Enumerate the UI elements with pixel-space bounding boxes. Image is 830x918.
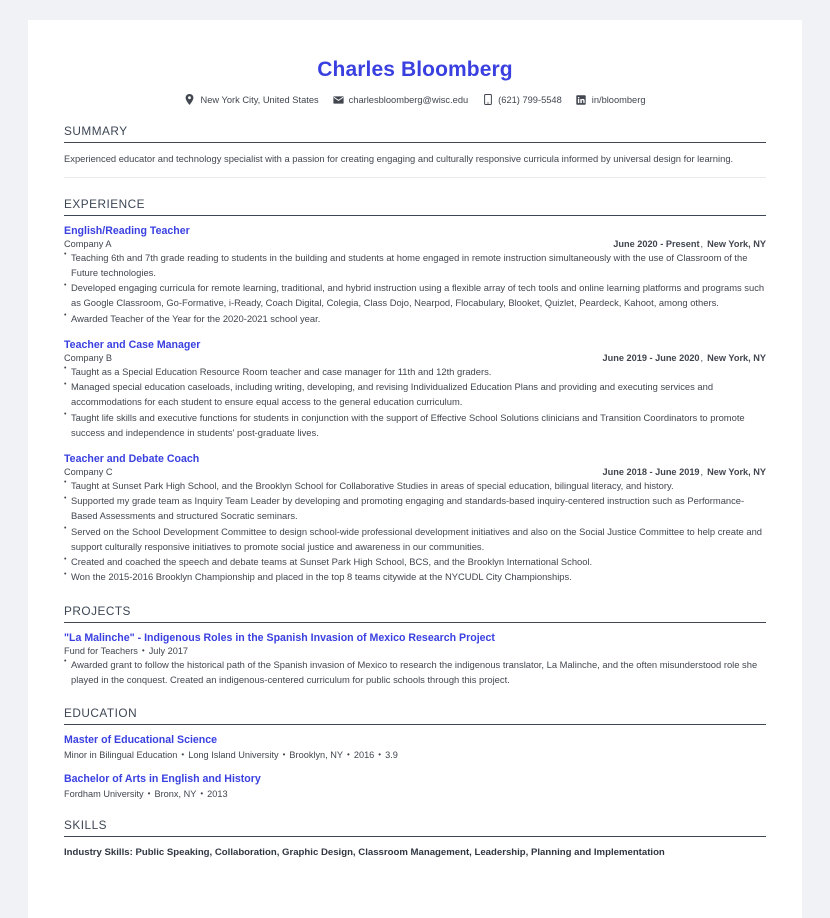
section-title-skills: SKILLS xyxy=(64,818,766,837)
resume-page xyxy=(28,20,802,918)
contact-phone xyxy=(482,94,562,105)
contact-linkedin-text: in/bloomberg xyxy=(591,94,646,105)
job-title: Teacher and Debate Coach xyxy=(64,452,200,465)
bullet-item: • Managed special education caseloads, including writing, developing, and revising Individualized Education Plans and providing and executing services and accommodations for each student to ensure equal access to the general education curriculum. xyxy=(64,379,766,409)
degree-detail-item: 3.9 xyxy=(385,750,398,761)
experience-entry xyxy=(64,453,766,585)
contact-phone-text: (621) 799-5548 xyxy=(498,94,562,105)
job-dates-location: June 2020 - Present, New York, NY xyxy=(613,238,766,249)
job-meta xyxy=(64,239,766,249)
job-location: New York, NY xyxy=(707,466,766,477)
job-bullets xyxy=(64,250,766,326)
section-title-projects: PROJECTS xyxy=(64,604,766,623)
bullet-item: • Created and coached the speech and debate teams at Sunset Park High School, BCS, and the Brooklyn International School. xyxy=(64,554,766,569)
degree-detail-item: 2016 xyxy=(353,750,375,761)
bullet-item: • Taught at Sunset Park High School, and the Brooklyn School for Collaborative Studies in areas of special education, bilingual literacy, and history. xyxy=(64,478,766,493)
bullet-item: • Served on the School Development Committee to design school-wide professional development initiatives and also on the Social Justice Committee to help create and support culturally responsive initiatives to promote social justice and awareness in our communities. xyxy=(64,524,766,554)
degree-detail-item: Long Island University xyxy=(188,750,279,761)
job-title: Teacher and Case Manager xyxy=(64,338,201,351)
job-bullets xyxy=(64,478,766,585)
degree-detail-item: Bronx, NY xyxy=(154,789,197,800)
education-entry xyxy=(64,773,766,799)
project-org: Fund for Teachers xyxy=(64,645,138,656)
degree-title: Bachelor of Arts in English and History xyxy=(64,773,261,786)
phone-icon xyxy=(482,94,493,105)
linkedin-icon xyxy=(576,94,587,105)
section-title-education: EDUCATION xyxy=(64,706,766,725)
job-meta xyxy=(64,467,766,477)
contact-location xyxy=(184,94,318,105)
summary-text: Experienced educator and technology specialist with a passion for creating engaging and culturally responsive curricula informed by universal design for learning. xyxy=(64,153,734,164)
degree-details: Fordham University • Bronx, NY • 2013 xyxy=(64,789,228,800)
contact-linkedin xyxy=(576,94,646,105)
bullet-item: • Teaching 6th and 7th grade reading to students in the building and students at home engaged in remote instruction simultaneously with the use of Classroom of the Future technologies. xyxy=(64,250,766,280)
contact-email xyxy=(333,94,469,105)
job-dates-location: June 2019 - June 2020, New York, NY xyxy=(602,352,766,363)
job-dates: June 2020 - Present xyxy=(613,238,700,249)
location-pin-icon xyxy=(184,94,195,105)
job-meta xyxy=(64,353,766,363)
job-dates-location: June 2018 - June 2019, New York, NY xyxy=(602,466,766,477)
contact-email-text: charlesbloomberg@wisc.edu xyxy=(348,94,469,105)
degree-detail-item: Fordham University xyxy=(64,789,144,800)
bullet-item: • Awarded grant to follow the historical path of the Spanish invasion of Mexico to research the indigenous translator, La Malinche, and the often misunderstood role she played in the conquest. Created an indigenous-centered curriculum for public schools through this project. xyxy=(64,657,766,687)
contact-row xyxy=(64,94,766,105)
bullet-item: • Taught life skills and executive functions for students in conjunction with the support of Effective School Solutions clinicians and Transition Coordinators to promote success and independence in students' post-graduate lives. xyxy=(64,410,766,440)
degree-detail-item: Brooklyn, NY xyxy=(289,750,344,761)
summary-divider xyxy=(64,177,766,178)
degree-detail-item: 2013 xyxy=(207,789,228,800)
experience-entry xyxy=(64,225,766,326)
job-dates: June 2018 - June 2019 xyxy=(602,466,700,477)
bullet-item: • Awarded Teacher of the Year for the 2020-2021 school year. xyxy=(64,311,766,326)
contact-location-text: New York City, United States xyxy=(200,94,319,105)
degree-title: Master of Educational Science xyxy=(64,734,218,747)
project-meta: Fund for Teachers • July 2017 xyxy=(64,645,189,656)
project-bullets xyxy=(64,657,766,687)
bullet-item: • Supported my grade team as Inquiry Team Leader by developing and promoting engaging and standards-based inquiry-centered instruction such as Performance-Based Assessments and structured Socratic seminars. xyxy=(64,493,766,523)
bullet-item: • Developed engaging curricula for remote learning, traditional, and hybrid instruction using a flexible array of tech tools and online learning platforms and programs such as Google Classroom, Go-Formative, i-Ready, Coach Digital, Colegia, Class Dojo, Nearpod, Flocabulary, Blooket, Quizlet, Peardeck, Kahoot, among others. xyxy=(64,280,766,310)
section-education xyxy=(64,706,766,799)
company-name: Company C xyxy=(64,466,113,477)
candidate-name: Charles Bloomberg xyxy=(317,58,513,81)
degree-details: Minor in Bilingual Education • Long Island University • Brooklyn, NY • 2016 • 3.9 xyxy=(64,750,398,761)
job-location: New York, NY xyxy=(707,352,766,363)
skills-text: Industry Skills: Public Speaking, Collaboration, Graphic Design, Classroom Management, Leadership, Planning and Implementation xyxy=(64,847,665,859)
section-title-experience: EXPERIENCE xyxy=(64,197,766,216)
bullet-item: • Taught as a Special Education Resource Room teacher and case manager for 11th and 12th graders. xyxy=(64,364,766,379)
experience-entry xyxy=(64,339,766,440)
project-name: "La Malinche" - Indigenous Roles in the Spanish Invasion of Mexico Research Project xyxy=(64,631,495,644)
project-entry xyxy=(64,632,766,687)
education-entry xyxy=(64,734,766,760)
job-dates: June 2019 - June 2020 xyxy=(602,352,700,363)
company-name: Company B xyxy=(64,352,113,363)
company-name: Company A xyxy=(64,238,112,249)
job-location: New York, NY xyxy=(707,238,766,249)
bullet-item: • Won the 2015-2016 Brooklyn Championship and placed in the top 8 teams citywide at the NYCUDL City Championships. xyxy=(64,569,766,584)
project-date: July 2017 xyxy=(148,645,189,656)
degree-detail-item: Minor in Bilingual Education xyxy=(64,750,178,761)
section-summary xyxy=(64,124,766,178)
section-skills xyxy=(64,818,766,860)
resume-header xyxy=(64,58,766,105)
section-title-summary: SUMMARY xyxy=(64,124,766,143)
section-experience xyxy=(64,197,766,585)
job-bullets xyxy=(64,364,766,440)
envelope-icon xyxy=(333,94,344,105)
section-projects xyxy=(64,604,766,687)
job-title: English/Reading Teacher xyxy=(64,224,190,237)
